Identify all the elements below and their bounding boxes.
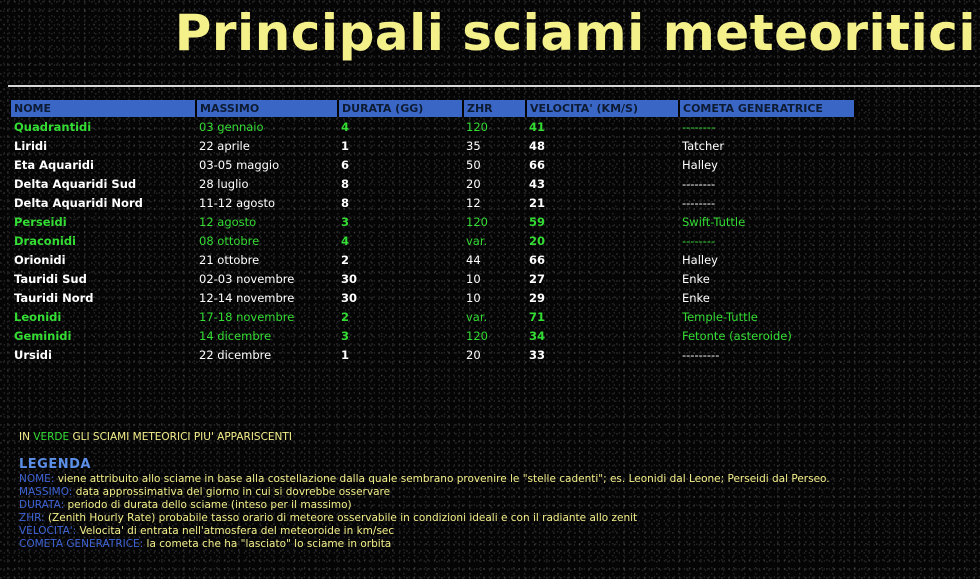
table-cell: --------: [682, 176, 716, 191]
table-cell: 35: [466, 138, 481, 153]
legend-text: (Zenith Hourly Rate) probabile tasso orario di meteore osservabile in condizioni ideali e con il radiante allo zenit: [44, 512, 638, 524]
table-cell: var.: [466, 309, 488, 324]
table-cell: Liridi: [14, 138, 48, 153]
legend-item: [19, 499, 849, 512]
table-cell: 50: [466, 157, 481, 172]
table-cell: 43: [529, 176, 546, 191]
table-cell: 59: [529, 214, 546, 229]
table-cell: 66: [529, 157, 546, 172]
table-cell: 03-05 maggio: [199, 157, 280, 172]
horizontal-rule: [8, 85, 980, 87]
table-cell: Leonidi: [14, 309, 62, 324]
table-cell: 12: [466, 195, 481, 210]
header-zhr: ZHR: [463, 100, 526, 117]
table-cell: 03 gennaio: [199, 119, 264, 134]
legend-text: viene attribuito allo sciame in base alla costellazione dalla quale sembrano provenire le "stelle cadenti"; es. Leonidi dal Leone; Perseidi dal Perseo.: [54, 473, 830, 485]
table-row: [11, 212, 855, 231]
legend-key: COMETA GENERATRICE:: [19, 538, 144, 550]
table-cell: 3: [341, 328, 350, 343]
table-cell: Enke: [682, 290, 710, 305]
table-cell: Halley: [682, 157, 718, 172]
table-cell: 8: [341, 176, 350, 191]
table-cell: Eta Aquaridi: [14, 157, 94, 172]
legend-title: LEGENDA: [19, 457, 91, 472]
table-cell: 34: [529, 328, 546, 343]
table-row: [11, 231, 855, 250]
note-suffix: GLI SCIAMI METEORICI PIU' APPARISCENTI: [69, 431, 292, 443]
table-cell: Delta Aquaridi Nord: [14, 195, 143, 210]
legend-item: [19, 538, 849, 551]
table-cell: --------: [682, 233, 716, 248]
legend-item: [19, 486, 849, 499]
table-cell: Draconidi: [14, 233, 76, 248]
legend-key: ZHR:: [19, 512, 45, 524]
table-cell: 71: [529, 309, 546, 324]
header-massimo: MASSIMO: [196, 100, 338, 117]
table-cell: 22 dicembre: [199, 347, 272, 362]
table-row: [11, 307, 855, 326]
table-row: [11, 250, 855, 269]
table-row: [11, 136, 855, 155]
table-cell: 20: [466, 176, 481, 191]
table-cell: 21 ottobre: [199, 252, 260, 267]
legend-text: la cometa che ha "lasciato" lo sciame in orbita: [143, 538, 392, 550]
table-cell: var.: [466, 233, 488, 248]
table-cell: --------: [682, 119, 716, 134]
table-cell: 1: [341, 347, 350, 362]
table-row: [11, 345, 855, 364]
table-cell: 44: [466, 252, 481, 267]
legend: [19, 473, 849, 551]
table-cell: 2: [341, 309, 350, 324]
table-cell: 20: [466, 347, 481, 362]
table-cell: 3: [341, 214, 350, 229]
table-cell: Perseidi: [14, 214, 67, 229]
legend-key: NOME:: [19, 473, 55, 485]
table-cell: 120: [466, 214, 488, 229]
table-cell: Delta Aquaridi Sud: [14, 176, 137, 191]
table-cell: 1: [341, 138, 350, 153]
table-cell: ---------: [682, 347, 720, 362]
table-cell: 10: [466, 271, 481, 286]
legend-item: [19, 525, 849, 538]
table-cell: 120: [466, 119, 488, 134]
table-row: [11, 269, 855, 288]
header-velocita: VELOCITA' (KM/S): [526, 100, 679, 117]
table-cell: Orionidi: [14, 252, 66, 267]
table-row: [11, 174, 855, 193]
table-cell: 30: [341, 290, 358, 305]
legend-item: [19, 512, 849, 525]
table-cell: --------: [682, 195, 716, 210]
table-cell: Temple-Tuttle: [682, 309, 758, 324]
table-cell: 30: [341, 271, 358, 286]
table-header-row: [11, 100, 855, 117]
table-cell: Fetonte (asteroide): [682, 328, 792, 343]
header-cometa: COMETA GENERATRICE: [679, 100, 855, 117]
highlight-note: [19, 431, 292, 443]
table-cell: 27: [529, 271, 546, 286]
table-cell: Tauridi Sud: [14, 271, 87, 286]
table-row: [11, 193, 855, 212]
table-cell: 8: [341, 195, 350, 210]
legend-item: [19, 473, 849, 486]
legend-text: Velocita' di entrata nell'atmosfera del meteoroide in km/sec: [76, 525, 395, 537]
table-cell: Tauridi Nord: [14, 290, 94, 305]
table-cell: 10: [466, 290, 481, 305]
table-cell: Quadrantidi: [14, 119, 92, 134]
legend-text: periodo di durata dello sciame (inteso per il massimo): [64, 499, 352, 511]
table-cell: 66: [529, 252, 546, 267]
legend-key: DURATA:: [19, 499, 65, 511]
page-title: Principali sciami meteoritici: [174, 4, 976, 62]
table-cell: 33: [529, 347, 546, 362]
table-cell: 29: [529, 290, 546, 305]
table-row: [11, 117, 855, 136]
table-cell: 2: [341, 252, 350, 267]
note-prefix: IN: [19, 431, 34, 443]
table-cell: 12-14 novembre: [199, 290, 295, 305]
table-cell: 11-12 agosto: [199, 195, 275, 210]
table-row: [11, 326, 855, 345]
table-cell: Swift-Tuttle: [682, 214, 746, 229]
table-cell: Enke: [682, 271, 710, 286]
table-cell: Geminidi: [14, 328, 72, 343]
table-cell: Halley: [682, 252, 718, 267]
legend-key: VELOCITA':: [19, 525, 77, 537]
table-cell: 22 aprile: [199, 138, 250, 153]
table-cell: 4: [341, 233, 350, 248]
legend-text: data approssimativa del giorno in cui si dovrebbe osservare: [72, 486, 391, 498]
header-nome: NOME: [11, 100, 196, 117]
table-cell: 120: [466, 328, 488, 343]
table-cell: 28 luglio: [199, 176, 249, 191]
meteor-showers-table: [11, 100, 856, 364]
table-cell: 14 dicembre: [199, 328, 272, 343]
table-row: [11, 155, 855, 174]
table-cell: 21: [529, 195, 546, 210]
legend-key: MASSIMO:: [19, 486, 73, 498]
table-cell: 20: [529, 233, 546, 248]
table-row: [11, 288, 855, 307]
header-durata: DURATA (GG): [338, 100, 463, 117]
table-cell: 08 ottobre: [199, 233, 260, 248]
table-cell: Tatcher: [682, 138, 725, 153]
table-cell: 4: [341, 119, 350, 134]
table-cell: Ursidi: [14, 347, 52, 362]
table-cell: 17-18 novembre: [199, 309, 295, 324]
table-cell: 12 agosto: [199, 214, 257, 229]
table-cell: 02-03 novembre: [199, 271, 295, 286]
note-green-word: VERDE: [33, 431, 70, 443]
table-cell: 41: [529, 119, 546, 134]
table-cell: 48: [529, 138, 546, 153]
table-cell: 6: [341, 157, 350, 172]
